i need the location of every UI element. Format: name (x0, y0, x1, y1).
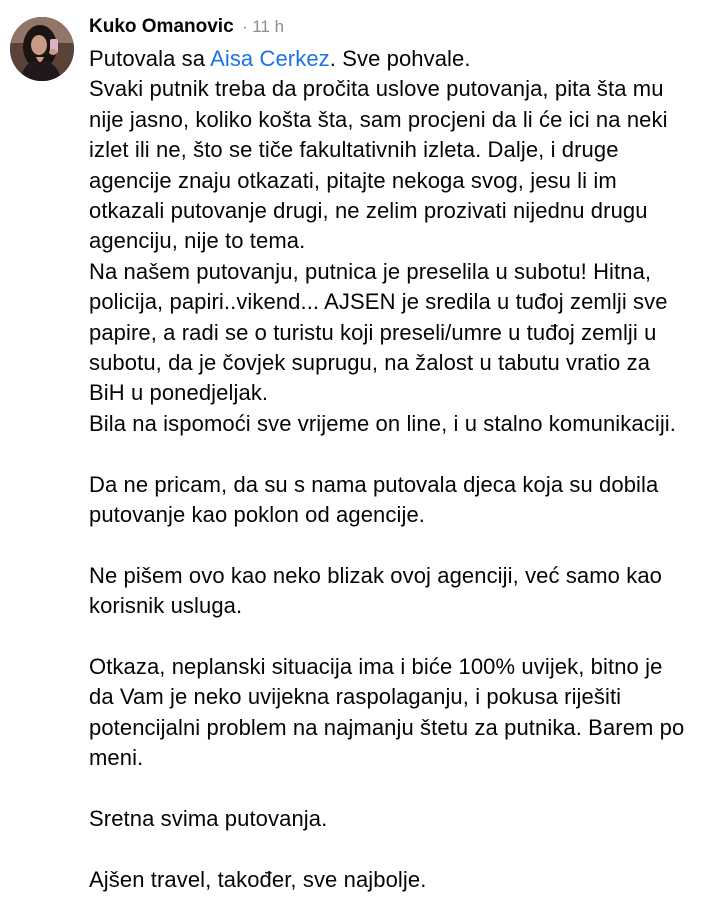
comment-line: Ajšen travel, također, sve najbolje. (89, 866, 427, 892)
comment-line: agenciju, nije to tema. (89, 228, 306, 254)
comment-line: papire, a radi se o turistu koji preseli/umre u tuđoj zemlji u (89, 319, 657, 345)
comment-line: potencijalni problem na najmanju štetu za putnika. Barem po (89, 714, 685, 740)
comment-line: BiH u ponedjeljak. (89, 380, 269, 406)
comment-line: agencije znaju otkazati, pitajte nekoga svog, jesu li im (89, 167, 617, 193)
comment-line: Sretna svima putovanja. (89, 806, 328, 832)
comment-line: korisnik usluga. (89, 593, 243, 619)
comment-line: nije jasno, koliko košta šta, sam procjeni da li će ici na neki (89, 106, 668, 132)
comment-line: putovanje kao poklon od agencije. (89, 502, 425, 528)
comment-line: izlet ili ne, što se tiče fakultativnih izleta. Dalje, i druge (89, 137, 619, 163)
comment-line (89, 439, 719, 469)
comment-body (89, 44, 719, 895)
mention-link[interactable]: Aisa Cerkez (210, 46, 330, 71)
comment-line (89, 622, 719, 652)
comment-line: Svaki putnik treba da pročita uslove putovanja, pita šta mu (89, 76, 664, 102)
meta-separator: · (242, 17, 248, 36)
comment-line: Bila na ispomoći sve vrijeme on line, i u stalno komunikaciji. (89, 410, 677, 436)
author-name[interactable]: Kuko Omanovic (89, 16, 234, 37)
comment-line: meni. (89, 745, 144, 771)
comment-lines (89, 74, 719, 895)
comment-line: otkazali putovanje drugi, ne zelim prozivati nijednu drugu (89, 198, 648, 224)
timestamp[interactable]: 11 h (252, 17, 285, 36)
comment-line (89, 835, 719, 865)
comment-header (89, 16, 284, 42)
comment-prefix: Putovala sa (89, 46, 211, 71)
avatar-photo (10, 17, 74, 81)
comment-line: da Vam je neko uvijekna raspolaganju, i pokusa riješiti (89, 684, 622, 710)
comment-line: Ne pišem ovo kao neko blizak ovoj agenciji, već samo kao (89, 562, 663, 588)
comment-line (89, 774, 719, 804)
avatar[interactable] (10, 17, 74, 81)
comment-line: Otkaza, neplanski situacija ima i biće 100% uvijek, bitno je (89, 654, 663, 680)
comment-line-first (89, 44, 719, 74)
comment-line: subotu, da je čovjek suprugu, na žalost u tabutu vratio za (89, 350, 651, 376)
comment-line (89, 530, 719, 560)
comment-suffix: . Sve pohvale. (329, 46, 471, 71)
comment-line: Da ne pricam, da su s nama putovala djeca koja su dobila (89, 471, 659, 497)
comment-line: Na našem putovanju, putnica je preselila u subotu! Hitna, (89, 258, 652, 284)
comment-line: policija, papiri..vikend... AJSEN je sredila u tuđoj zemlji sve (89, 289, 668, 315)
